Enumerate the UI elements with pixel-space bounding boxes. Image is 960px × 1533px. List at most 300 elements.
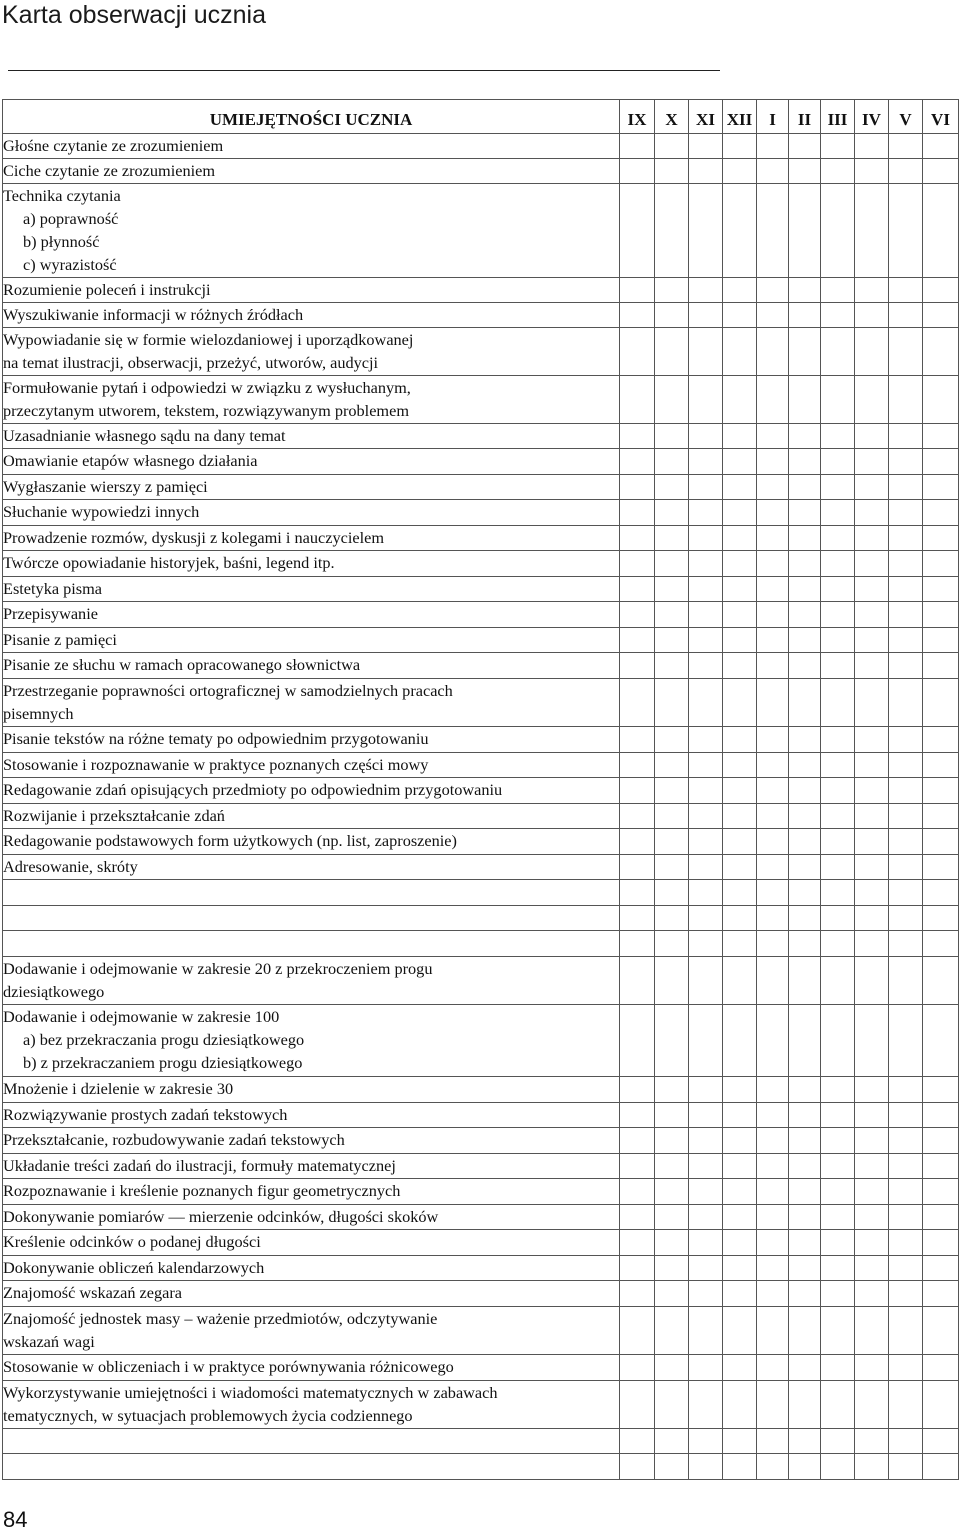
observation-cell[interactable] <box>620 679 655 727</box>
observation-cell[interactable] <box>620 328 655 376</box>
observation-cell[interactable] <box>789 855 821 880</box>
observation-cell[interactable] <box>723 526 757 551</box>
observation-cell[interactable] <box>689 1128 723 1154</box>
observation-cell[interactable] <box>855 1005 889 1077</box>
observation-cell[interactable] <box>757 328 789 376</box>
observation-cell[interactable] <box>889 1355 923 1381</box>
observation-cell[interactable] <box>855 551 889 577</box>
observation-cell[interactable] <box>821 1005 855 1077</box>
observation-cell[interactable] <box>855 1179 889 1205</box>
observation-cell[interactable] <box>723 1381 757 1429</box>
observation-cell[interactable] <box>889 1454 923 1480</box>
observation-cell[interactable] <box>620 1230 655 1256</box>
observation-cell[interactable] <box>757 159 789 184</box>
observation-cell[interactable] <box>855 1281 889 1307</box>
observation-cell[interactable] <box>655 1429 689 1454</box>
observation-cell[interactable] <box>620 475 655 500</box>
observation-cell[interactable] <box>855 1381 889 1429</box>
observation-cell[interactable] <box>821 449 855 475</box>
observation-cell[interactable] <box>889 679 923 727</box>
observation-cell[interactable] <box>923 424 959 449</box>
observation-cell[interactable] <box>620 829 655 855</box>
observation-cell[interactable] <box>757 134 789 159</box>
observation-cell[interactable] <box>655 134 689 159</box>
observation-cell[interactable] <box>620 602 655 628</box>
observation-cell[interactable] <box>655 1128 689 1154</box>
observation-cell[interactable] <box>821 1103 855 1128</box>
observation-cell[interactable] <box>889 906 923 931</box>
observation-cell[interactable] <box>689 1355 723 1381</box>
observation-cell[interactable] <box>821 880 855 906</box>
observation-cell[interactable] <box>655 753 689 778</box>
observation-cell[interactable] <box>723 1154 757 1179</box>
observation-cell[interactable] <box>723 628 757 653</box>
observation-cell[interactable] <box>757 1307 789 1355</box>
observation-cell[interactable] <box>757 855 789 880</box>
observation-cell[interactable] <box>655 602 689 628</box>
observation-cell[interactable] <box>889 449 923 475</box>
observation-cell[interactable] <box>757 753 789 778</box>
observation-cell[interactable] <box>723 328 757 376</box>
observation-cell[interactable] <box>923 577 959 602</box>
observation-cell[interactable] <box>923 1256 959 1281</box>
observation-cell[interactable] <box>689 303 723 328</box>
observation-cell[interactable] <box>855 1103 889 1128</box>
observation-cell[interactable] <box>723 1429 757 1454</box>
observation-cell[interactable] <box>757 475 789 500</box>
observation-cell[interactable] <box>723 577 757 602</box>
observation-cell[interactable] <box>655 778 689 804</box>
observation-cell[interactable] <box>923 134 959 159</box>
observation-cell[interactable] <box>821 577 855 602</box>
observation-cell[interactable] <box>923 906 959 931</box>
observation-cell[interactable] <box>923 957 959 1005</box>
observation-cell[interactable] <box>789 753 821 778</box>
observation-cell[interactable] <box>821 1077 855 1103</box>
observation-cell[interactable] <box>620 1128 655 1154</box>
observation-cell[interactable] <box>789 880 821 906</box>
observation-cell[interactable] <box>620 551 655 577</box>
observation-cell[interactable] <box>821 829 855 855</box>
observation-cell[interactable] <box>789 449 821 475</box>
observation-cell[interactable] <box>620 449 655 475</box>
observation-cell[interactable] <box>855 159 889 184</box>
observation-cell[interactable] <box>821 1154 855 1179</box>
observation-cell[interactable] <box>889 1103 923 1128</box>
observation-cell[interactable] <box>757 1256 789 1281</box>
observation-cell[interactable] <box>620 753 655 778</box>
observation-cell[interactable] <box>889 1154 923 1179</box>
observation-cell[interactable] <box>620 1205 655 1230</box>
observation-cell[interactable] <box>655 475 689 500</box>
observation-cell[interactable] <box>689 855 723 880</box>
observation-cell[interactable] <box>689 1454 723 1480</box>
observation-cell[interactable] <box>821 653 855 679</box>
observation-cell[interactable] <box>757 1179 789 1205</box>
observation-cell[interactable] <box>689 931 723 957</box>
observation-cell[interactable] <box>757 577 789 602</box>
observation-cell[interactable] <box>789 1103 821 1128</box>
observation-cell[interactable] <box>723 184 757 278</box>
observation-cell[interactable] <box>689 628 723 653</box>
observation-cell[interactable] <box>821 1256 855 1281</box>
observation-cell[interactable] <box>789 1128 821 1154</box>
observation-cell[interactable] <box>821 1179 855 1205</box>
observation-cell[interactable] <box>923 931 959 957</box>
observation-cell[interactable] <box>855 931 889 957</box>
observation-cell[interactable] <box>689 1429 723 1454</box>
observation-cell[interactable] <box>855 1454 889 1480</box>
observation-cell[interactable] <box>723 1355 757 1381</box>
observation-cell[interactable] <box>855 500 889 526</box>
observation-cell[interactable] <box>889 1179 923 1205</box>
observation-cell[interactable] <box>689 727 723 753</box>
observation-cell[interactable] <box>723 880 757 906</box>
observation-cell[interactable] <box>889 1381 923 1429</box>
observation-cell[interactable] <box>789 804 821 829</box>
observation-cell[interactable] <box>889 1205 923 1230</box>
observation-cell[interactable] <box>889 303 923 328</box>
observation-cell[interactable] <box>889 376 923 424</box>
observation-cell[interactable] <box>655 679 689 727</box>
observation-cell[interactable] <box>655 376 689 424</box>
observation-cell[interactable] <box>923 475 959 500</box>
observation-cell[interactable] <box>723 1256 757 1281</box>
observation-cell[interactable] <box>855 134 889 159</box>
observation-cell[interactable] <box>757 1154 789 1179</box>
observation-cell[interactable] <box>789 679 821 727</box>
observation-cell[interactable] <box>789 602 821 628</box>
observation-cell[interactable] <box>789 727 821 753</box>
observation-cell[interactable] <box>789 1381 821 1429</box>
observation-cell[interactable] <box>821 376 855 424</box>
observation-cell[interactable] <box>723 931 757 957</box>
observation-cell[interactable] <box>923 159 959 184</box>
observation-cell[interactable] <box>655 424 689 449</box>
observation-cell[interactable] <box>655 906 689 931</box>
observation-cell[interactable] <box>889 1281 923 1307</box>
observation-cell[interactable] <box>889 500 923 526</box>
observation-cell[interactable] <box>923 653 959 679</box>
observation-cell[interactable] <box>620 184 655 278</box>
observation-cell[interactable] <box>620 1077 655 1103</box>
observation-cell[interactable] <box>855 804 889 829</box>
observation-cell[interactable] <box>923 1429 959 1454</box>
observation-cell[interactable] <box>789 628 821 653</box>
observation-cell[interactable] <box>723 804 757 829</box>
observation-cell[interactable] <box>655 1230 689 1256</box>
observation-cell[interactable] <box>923 727 959 753</box>
observation-cell[interactable] <box>889 855 923 880</box>
observation-cell[interactable] <box>655 957 689 1005</box>
observation-cell[interactable] <box>889 753 923 778</box>
observation-cell[interactable] <box>757 628 789 653</box>
observation-cell[interactable] <box>689 1205 723 1230</box>
observation-cell[interactable] <box>855 1128 889 1154</box>
observation-cell[interactable] <box>620 134 655 159</box>
observation-cell[interactable] <box>689 184 723 278</box>
observation-cell[interactable] <box>655 577 689 602</box>
observation-cell[interactable] <box>689 653 723 679</box>
observation-cell[interactable] <box>923 1077 959 1103</box>
observation-cell[interactable] <box>620 653 655 679</box>
observation-cell[interactable] <box>655 551 689 577</box>
observation-cell[interactable] <box>855 602 889 628</box>
observation-cell[interactable] <box>655 855 689 880</box>
observation-cell[interactable] <box>620 500 655 526</box>
observation-cell[interactable] <box>855 628 889 653</box>
observation-cell[interactable] <box>855 424 889 449</box>
observation-cell[interactable] <box>655 1307 689 1355</box>
observation-cell[interactable] <box>855 526 889 551</box>
observation-cell[interactable] <box>855 829 889 855</box>
observation-cell[interactable] <box>923 1154 959 1179</box>
observation-cell[interactable] <box>821 1281 855 1307</box>
observation-cell[interactable] <box>655 653 689 679</box>
observation-cell[interactable] <box>757 804 789 829</box>
observation-cell[interactable] <box>789 526 821 551</box>
observation-cell[interactable] <box>757 1077 789 1103</box>
observation-cell[interactable] <box>655 1281 689 1307</box>
observation-cell[interactable] <box>789 829 821 855</box>
observation-cell[interactable] <box>620 1307 655 1355</box>
observation-cell[interactable] <box>821 855 855 880</box>
observation-cell[interactable] <box>889 159 923 184</box>
observation-cell[interactable] <box>723 1128 757 1154</box>
observation-cell[interactable] <box>689 906 723 931</box>
observation-cell[interactable] <box>655 1454 689 1480</box>
observation-cell[interactable] <box>923 753 959 778</box>
observation-cell[interactable] <box>855 957 889 1005</box>
observation-cell[interactable] <box>655 1154 689 1179</box>
observation-cell[interactable] <box>723 159 757 184</box>
observation-cell[interactable] <box>821 931 855 957</box>
observation-cell[interactable] <box>689 1256 723 1281</box>
observation-cell[interactable] <box>789 1005 821 1077</box>
observation-cell[interactable] <box>923 602 959 628</box>
observation-cell[interactable] <box>821 1230 855 1256</box>
observation-cell[interactable] <box>889 1429 923 1454</box>
observation-cell[interactable] <box>855 880 889 906</box>
observation-cell[interactable] <box>757 526 789 551</box>
observation-cell[interactable] <box>821 778 855 804</box>
observation-cell[interactable] <box>655 1381 689 1429</box>
observation-cell[interactable] <box>723 778 757 804</box>
observation-cell[interactable] <box>655 526 689 551</box>
observation-cell[interactable] <box>789 134 821 159</box>
observation-cell[interactable] <box>655 500 689 526</box>
observation-cell[interactable] <box>689 602 723 628</box>
observation-cell[interactable] <box>620 931 655 957</box>
observation-cell[interactable] <box>889 653 923 679</box>
observation-cell[interactable] <box>757 1103 789 1128</box>
observation-cell[interactable] <box>723 303 757 328</box>
observation-cell[interactable] <box>821 1429 855 1454</box>
observation-cell[interactable] <box>689 880 723 906</box>
observation-cell[interactable] <box>923 328 959 376</box>
observation-cell[interactable] <box>723 1179 757 1205</box>
observation-cell[interactable] <box>723 906 757 931</box>
observation-cell[interactable] <box>689 679 723 727</box>
observation-cell[interactable] <box>889 957 923 1005</box>
observation-cell[interactable] <box>889 1307 923 1355</box>
observation-cell[interactable] <box>821 628 855 653</box>
observation-cell[interactable] <box>821 906 855 931</box>
observation-cell[interactable] <box>655 804 689 829</box>
observation-cell[interactable] <box>889 424 923 449</box>
observation-cell[interactable] <box>923 679 959 727</box>
observation-cell[interactable] <box>655 184 689 278</box>
observation-cell[interactable] <box>923 1355 959 1381</box>
observation-cell[interactable] <box>723 957 757 1005</box>
observation-cell[interactable] <box>620 1103 655 1128</box>
observation-cell[interactable] <box>889 727 923 753</box>
observation-cell[interactable] <box>889 475 923 500</box>
observation-cell[interactable] <box>655 1355 689 1381</box>
observation-cell[interactable] <box>789 1154 821 1179</box>
observation-cell[interactable] <box>923 551 959 577</box>
observation-cell[interactable] <box>689 1281 723 1307</box>
observation-cell[interactable] <box>620 957 655 1005</box>
observation-cell[interactable] <box>655 278 689 303</box>
observation-cell[interactable] <box>689 1154 723 1179</box>
observation-cell[interactable] <box>821 303 855 328</box>
observation-cell[interactable] <box>889 1230 923 1256</box>
observation-cell[interactable] <box>723 1307 757 1355</box>
observation-cell[interactable] <box>723 1281 757 1307</box>
observation-cell[interactable] <box>757 303 789 328</box>
observation-cell[interactable] <box>620 727 655 753</box>
observation-cell[interactable] <box>620 1256 655 1281</box>
observation-cell[interactable] <box>889 628 923 653</box>
observation-cell[interactable] <box>655 829 689 855</box>
observation-cell[interactable] <box>821 727 855 753</box>
observation-cell[interactable] <box>855 1205 889 1230</box>
observation-cell[interactable] <box>889 328 923 376</box>
observation-cell[interactable] <box>689 328 723 376</box>
observation-cell[interactable] <box>855 855 889 880</box>
observation-cell[interactable] <box>723 134 757 159</box>
observation-cell[interactable] <box>689 1179 723 1205</box>
observation-cell[interactable] <box>757 880 789 906</box>
observation-cell[interactable] <box>757 1230 789 1256</box>
observation-cell[interactable] <box>723 278 757 303</box>
observation-cell[interactable] <box>789 1429 821 1454</box>
observation-cell[interactable] <box>723 1205 757 1230</box>
observation-cell[interactable] <box>789 551 821 577</box>
observation-cell[interactable] <box>689 551 723 577</box>
observation-cell[interactable] <box>689 424 723 449</box>
observation-cell[interactable] <box>821 551 855 577</box>
observation-cell[interactable] <box>723 500 757 526</box>
observation-cell[interactable] <box>689 829 723 855</box>
observation-cell[interactable] <box>923 829 959 855</box>
observation-cell[interactable] <box>723 1103 757 1128</box>
observation-cell[interactable] <box>655 449 689 475</box>
observation-cell[interactable] <box>821 804 855 829</box>
observation-cell[interactable] <box>821 278 855 303</box>
observation-cell[interactable] <box>789 1077 821 1103</box>
observation-cell[interactable] <box>855 1154 889 1179</box>
observation-cell[interactable] <box>757 602 789 628</box>
observation-cell[interactable] <box>889 526 923 551</box>
observation-cell[interactable] <box>789 957 821 1005</box>
observation-cell[interactable] <box>757 1281 789 1307</box>
observation-cell[interactable] <box>757 1355 789 1381</box>
observation-cell[interactable] <box>821 679 855 727</box>
observation-cell[interactable] <box>620 1429 655 1454</box>
observation-cell[interactable] <box>889 931 923 957</box>
observation-cell[interactable] <box>923 1005 959 1077</box>
observation-cell[interactable] <box>620 855 655 880</box>
observation-cell[interactable] <box>757 727 789 753</box>
observation-cell[interactable] <box>689 449 723 475</box>
observation-cell[interactable] <box>855 328 889 376</box>
observation-cell[interactable] <box>689 278 723 303</box>
observation-cell[interactable] <box>821 753 855 778</box>
observation-cell[interactable] <box>723 1005 757 1077</box>
observation-cell[interactable] <box>821 500 855 526</box>
observation-cell[interactable] <box>655 1256 689 1281</box>
observation-cell[interactable] <box>723 855 757 880</box>
observation-cell[interactable] <box>821 475 855 500</box>
observation-cell[interactable] <box>655 1005 689 1077</box>
observation-cell[interactable] <box>789 653 821 679</box>
observation-cell[interactable] <box>689 526 723 551</box>
observation-cell[interactable] <box>923 449 959 475</box>
observation-cell[interactable] <box>620 804 655 829</box>
observation-cell[interactable] <box>723 727 757 753</box>
observation-cell[interactable] <box>689 1103 723 1128</box>
observation-cell[interactable] <box>689 804 723 829</box>
observation-cell[interactable] <box>923 1381 959 1429</box>
observation-cell[interactable] <box>757 278 789 303</box>
observation-cell[interactable] <box>655 628 689 653</box>
observation-cell[interactable] <box>789 159 821 184</box>
observation-cell[interactable] <box>923 1454 959 1480</box>
observation-cell[interactable] <box>855 577 889 602</box>
observation-cell[interactable] <box>789 1307 821 1355</box>
observation-cell[interactable] <box>620 424 655 449</box>
observation-cell[interactable] <box>923 184 959 278</box>
observation-cell[interactable] <box>855 753 889 778</box>
observation-cell[interactable] <box>620 1005 655 1077</box>
observation-cell[interactable] <box>855 778 889 804</box>
observation-cell[interactable] <box>723 1454 757 1480</box>
observation-cell[interactable] <box>723 1077 757 1103</box>
observation-cell[interactable] <box>789 577 821 602</box>
observation-cell[interactable] <box>620 1381 655 1429</box>
observation-cell[interactable] <box>821 1355 855 1381</box>
observation-cell[interactable] <box>655 159 689 184</box>
observation-cell[interactable] <box>723 753 757 778</box>
observation-cell[interactable] <box>889 1128 923 1154</box>
observation-cell[interactable] <box>821 957 855 1005</box>
observation-cell[interactable] <box>689 1230 723 1256</box>
observation-cell[interactable] <box>789 1355 821 1381</box>
observation-cell[interactable] <box>757 184 789 278</box>
observation-cell[interactable] <box>757 1381 789 1429</box>
observation-cell[interactable] <box>789 1256 821 1281</box>
observation-cell[interactable] <box>689 1381 723 1429</box>
observation-cell[interactable] <box>655 328 689 376</box>
observation-cell[interactable] <box>723 1230 757 1256</box>
observation-cell[interactable] <box>620 1154 655 1179</box>
observation-cell[interactable] <box>889 829 923 855</box>
observation-cell[interactable] <box>855 1256 889 1281</box>
observation-cell[interactable] <box>689 753 723 778</box>
observation-cell[interactable] <box>789 303 821 328</box>
